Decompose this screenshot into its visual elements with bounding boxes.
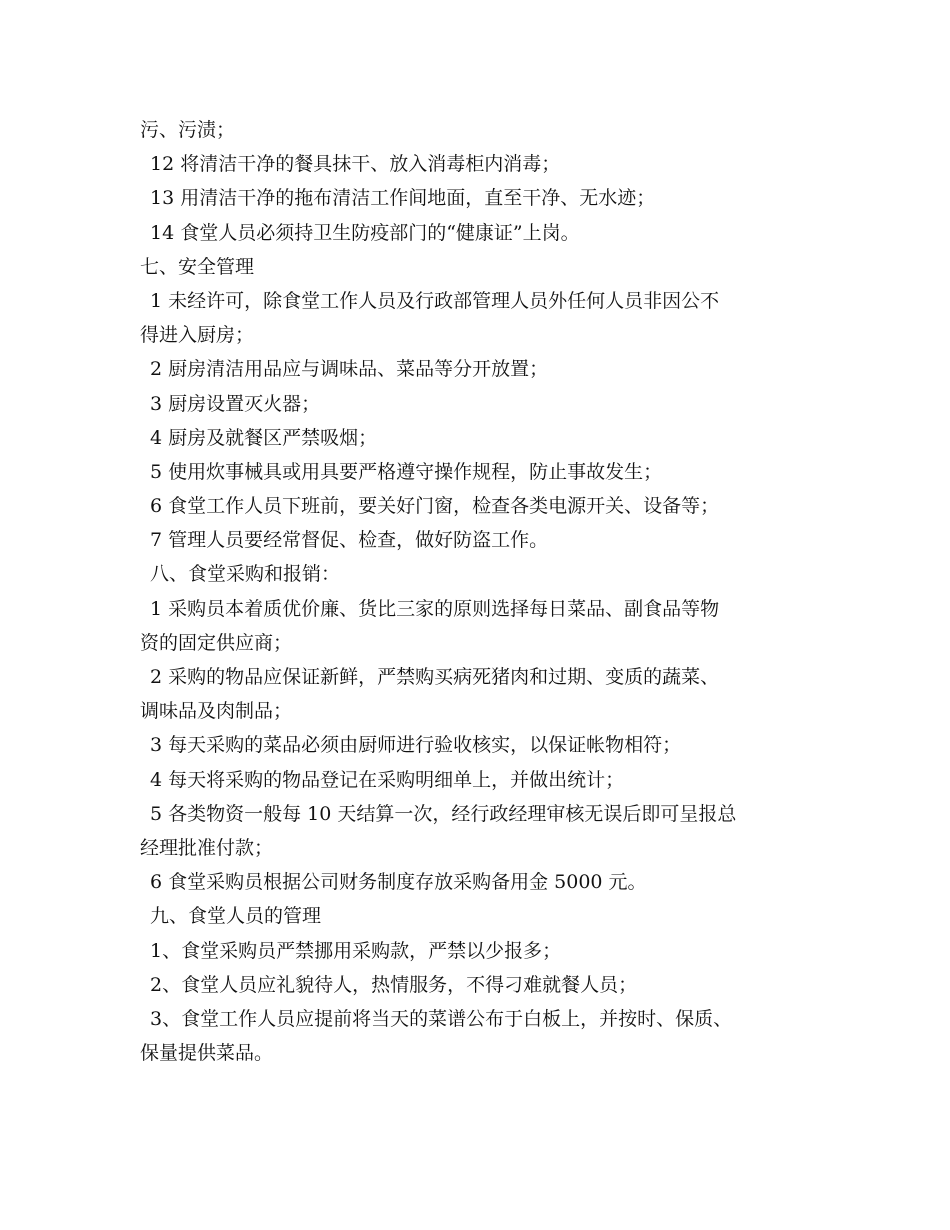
- text-line: 污、污渍；: [140, 119, 236, 141]
- list-item: 7 管理人员要经常督促、检查，做好防盗工作。: [150, 529, 549, 552]
- list-item: 1 未经许可，除食堂工作人员及行政部管理人员外任何人员非因公不: [150, 289, 720, 312]
- list-item: 14 食堂人员必须持卫生防疫部门的“健康证”上岗。: [150, 221, 580, 244]
- list-item: 2 厨房清洁用品应与调味品、菜品等分开放置；: [150, 358, 549, 381]
- list-item: 1 采购员本着质优价廉、货比三家的原则选择每日菜品、副食品等物: [150, 597, 720, 620]
- list-item: 1、食堂采购员严禁挪用采购款，严禁以少报多；: [150, 939, 562, 962]
- list-item-continuation: 经理批准付款；: [140, 836, 274, 859]
- list-item-continuation: 保量提供菜品。: [140, 1042, 274, 1065]
- list-item: 5 使用炊事械具或用具要严格遵守操作规程，防止事故发生；: [150, 460, 663, 483]
- list-item: 5 各类物资一般每 10 天结算一次，经行政经理审核无误后即可呈报总: [150, 802, 737, 825]
- list-item: 2、食堂人员应礼貌待人，热情服务，不得刁难就餐人员；: [150, 973, 638, 996]
- list-item: 12 将清洁干净的餐具抹干、放入消毒柜内消毒；: [150, 153, 561, 176]
- list-item: 4 每天将采购的物品登记在采购明细单上，并做出统计；: [150, 768, 625, 791]
- section-heading: 八、食堂采购和报销：: [150, 563, 341, 586]
- list-item: 13 用清洁干净的拖布清洁工作间地面，直至干净、无水迹；: [150, 187, 656, 210]
- list-item: 6 食堂工作人员下班前，要关好门窗，检查各类电源开关、设备等；: [150, 495, 720, 518]
- list-item: 3、食堂工作人员应提前将当天的菜谱公布于白板上，并按时、保质、: [150, 1007, 733, 1030]
- list-item-continuation: 得进入厨房；: [140, 324, 255, 347]
- document-body: [140, 113, 820, 1070]
- section-heading: 九、食堂人员的管理: [150, 905, 322, 928]
- list-item: 4 厨房及就餐区严禁吸烟；: [150, 426, 378, 449]
- list-item-continuation: 资的固定供应商；: [140, 631, 293, 654]
- list-item: 3 每天采购的菜品必须由厨师进行验收核实，以保证帐物相符；: [150, 734, 682, 757]
- section-heading: 七、安全管理: [140, 255, 255, 278]
- list-item: 3 厨房设置灭火器；: [150, 392, 321, 415]
- list-item: 6 食堂采购员根据公司财务制度存放采购备用金 5000 元。: [150, 871, 647, 894]
- list-item-continuation: 调味品及肉制品；: [140, 700, 293, 723]
- list-item: 2 采购的物品应保证新鲜，严禁购买病死猪肉和过期、变质的蔬菜、: [150, 666, 720, 688]
